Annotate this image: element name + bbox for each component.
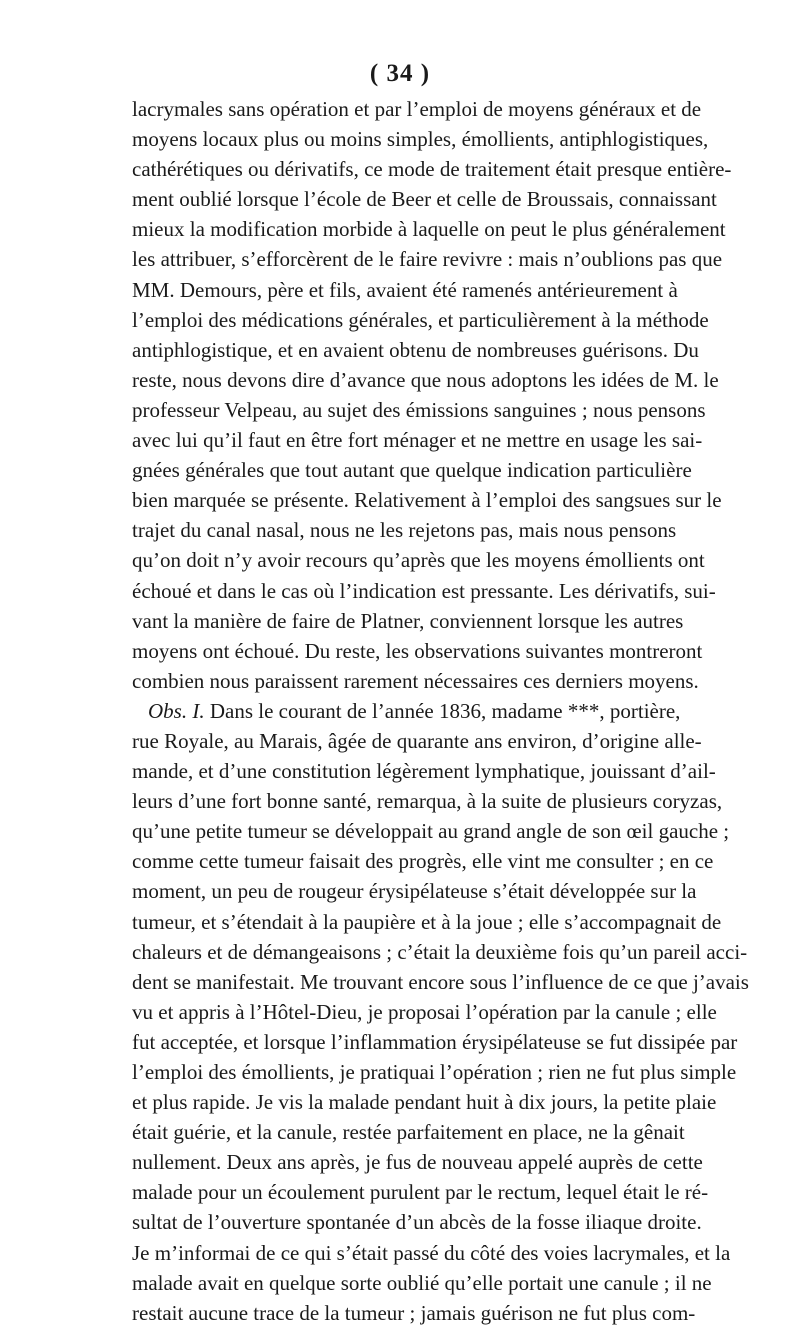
text-line: et plus rapide. Je vis la malade pendant huit à dix jours, la petite plaie — [132, 1090, 717, 1115]
text-line: malade pour un écoulement purulent par le rectum, lequel était le ré- — [132, 1180, 709, 1205]
text-line: gnées générales que tout autant que quelque indication particulière — [132, 458, 692, 483]
text-line: ment oublié lorsque l’école de Beer et celle de Broussais, connaissant — [132, 187, 717, 212]
text-line: Je m’informai de ce qui s’était passé du côté des voies lacrymales, et la — [132, 1240, 731, 1265]
text-line: qu’on doit n’y avoir recours qu’après que les moyens émollients ont — [132, 548, 705, 573]
text-line: nullement. Deux ans après, je fus de nouveau appelé auprès de cette — [132, 1150, 703, 1175]
text-line: malade avait en quelque sorte oublié qu’elle portait une canule ; il ne — [132, 1270, 712, 1295]
text-line: moment, un peu de rougeur érysipélateuse s’était développée sur la — [132, 879, 697, 904]
text-line: restait aucune trace de la tumeur ; jamais guérison ne fut plus com- — [132, 1300, 696, 1325]
text-line: dent se manifestait. Me trouvant encore sous l’influence de ce que j’avais — [132, 969, 749, 994]
text-line: l’emploi des émollients, je pratiquai l’opération ; rien ne fut plus simple — [132, 1060, 737, 1084]
text-line: les attribuer, s’efforcèrent de le faire revivre : mais n’oublions pas que — [132, 247, 723, 272]
text-line: cathérétiques ou dérivatifs, ce mode de traitement était presque entière- — [132, 157, 732, 182]
text-line: vu et appris à l’Hôtel-Dieu, je proposai l’opération par la canule ; elle — [132, 999, 717, 1024]
text-line: l’emploi des médications générales, et particulièrement à la méthode — [132, 307, 709, 332]
text-line: échoué et dans le cas où l’indication est pressante. Les dérivatifs, sui- — [132, 578, 716, 603]
text-line: combien nous paraissent rarement nécessaires ces derniers moyens. — [132, 668, 699, 693]
text-line: reste, nous devons dire d’avance que nous adoptons les idées de M. le — [132, 367, 719, 392]
text-line: rue Royale, au Marais, âgée de quarante ans environ, d’origine alle- — [132, 728, 702, 753]
page-number: ( 34 ) — [369, 60, 431, 87]
text-line: qu’une petite tumeur se développait au grand angle de son œil gauche ; — [132, 819, 730, 844]
observation-label: Obs. I. — [148, 698, 205, 723]
text-line: lacrymales sans opération et par l’emploi de moyens généraux et de — [132, 97, 702, 121]
text-line: professeur Velpeau, au sujet des émissions sanguines ; nous pensons — [132, 397, 706, 422]
observation-line — [132, 696, 681, 726]
text-line: fut acceptée, et lorsque l’inflammation érysipélateuse se fut dissipée par — [132, 1029, 738, 1054]
text-line: tumeur, et s’étendait à la paupière et à la joue ; elle s’accompagnait de — [132, 909, 722, 934]
text-line: Dans le courant de l’année 1836, madame ***, portière, — [209, 698, 681, 723]
text-line: était guérie, et la canule, restée parfaitement en place, ne la gênait — [132, 1120, 685, 1145]
text-line: MM. Demours, père et fils, avaient été ramenés antérieurement à — [132, 277, 678, 302]
text-line: vant la manière de faire de Platner, conviennent lorsque les autres — [132, 608, 684, 633]
text-line: sultat de l’ouverture spontanée d’un abcès de la fosse iliaque droite. — [132, 1210, 702, 1235]
text-line: chaleurs et de démangeaisons ; c’était la deuxième fois qu’un pareil acci- — [132, 939, 748, 964]
text-line: trajet du canal nasal, nous ne les rejetons pas, mais nous pensons — [132, 518, 677, 543]
body-text — [132, 94, 749, 1328]
text-line: moyens ont échoué. Du reste, les observations suivantes montreront — [132, 638, 703, 663]
text-line: mieux la modification morbide à laquelle on peut le plus généralement — [132, 217, 726, 242]
text-line: bien marquée se présente. Relativement à l’emploi des sangsues sur le — [132, 488, 722, 513]
text-line: leurs d’une fort bonne santé, remarqua, à la suite de plusieurs coryzas, — [132, 789, 723, 814]
text-line: moyens locaux plus ou moins simples, émollients, antiphlogistiques, — [132, 127, 709, 152]
text-line: comme cette tumeur faisait des progrès, elle vint me consulter ; en ce — [132, 849, 714, 874]
text-line: avec lui qu’il faut en être fort ménager et ne mettre en usage les sai- — [132, 428, 703, 453]
text-line: antiphlogistique, et en avaient obtenu de nombreuses guérisons. Du — [132, 337, 699, 362]
text-line: mande, et d’une constitution légèrement lymphatique, jouissant d’ail- — [132, 759, 716, 784]
